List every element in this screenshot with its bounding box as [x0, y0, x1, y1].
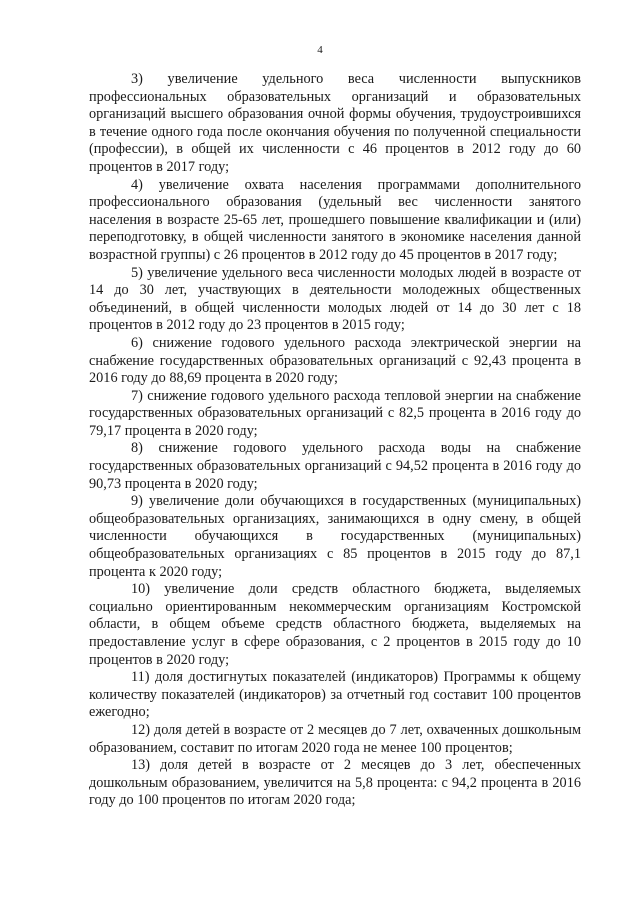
paragraph-item-11: 11) доля достигнутых показателей (индикаторов) Программы к общему количеству показателей (индикаторов) за отчетный год составит 100 процентов ежегодно;: [89, 669, 581, 721]
paragraph-item-9: 9) увеличение доли обучающихся в государственных (муниципальных) общеобразовательных организациях, занимающихся в одну смену, в общей численности обучающихся в государственных (муниципальных) общеобразовательных организациях с 85 процентов в 2015 году до 87,1 процента к 2020 году;: [89, 493, 581, 580]
paragraph-item-5: 5) увеличение удельного веса численности молодых людей в возрасте от 14 до 30 лет, участвующих в деятельности молодежных общественных объединений, в общей численности молодых людей от 14 до 30 лет с 18 процентов в 2012 году до 23 процентов в 2015 году;: [89, 264, 581, 334]
paragraph-item-8: 8) снижение годового удельного расхода воды на снабжение государственных образовательных организаций с 94,52 процента в 2016 году до 90,73 процента в 2020 году;: [89, 440, 581, 492]
paragraph-item-7: 7) снижение годового удельного расхода тепловой энергии на снабжение государственных образовательных организаций с 82,5 процента в 2016 году до 79,17 процента в 2020 году;: [89, 387, 581, 439]
document-body: [89, 71, 581, 810]
paragraph-item-6: 6) снижение годового удельного расхода электрической энергии на снабжение государственных образовательных организаций с 92,43 процента в 2016 году до 88,69 процента в 2020 году;: [89, 334, 581, 387]
paragraph-item-4: 4) увеличение охвата населения программами дополнительного профессионального образования (удельный вес численности занятого населения в возрасте 25-65 лет, прошедшего повышение квалификации и (или) переподготовку, в общей численности занятого в экономике населения данной возрастной группы) с 26 процентов в 2012 году до 45 процентов в 2017 году;: [89, 176, 581, 263]
paragraph-item-10: 10) увеличение доли средств областного бюджета, выделяемых социально ориентированным некоммерческим организациям Костромской области, в общем объеме средств областного бюджета, выделяемых на предоставление услуг в сфере образования, с 2 процентов в 2015 году до 10 процентов в 2020 году;: [89, 581, 581, 668]
paragraph-item-3: 3) увеличение удельного веса численности выпускников профессиональных образовательных организаций и образовательных организаций высшего образования очной формы обучения, трудоустроившихся в течение одного года после окончания обучения по полученной специальности (профессии), в общей их численности с 46 процентов в 2012 году до 60 процентов в 2017 году;: [89, 71, 581, 175]
page-number: 4: [317, 44, 323, 56]
paragraph-item-13: 13) доля детей в возрасте от 2 месяцев до 3 лет, обеспеченных дошкольным образованием, увеличится на 5,8 процента: с 94,2 процента в 2016 году до 100 процентов по итогам 2020 года;: [89, 757, 581, 809]
paragraph-item-12: 12) доля детей в возрасте от 2 месяцев до 7 лет, охваченных дошкольным образованием, составит по итогам 2020 года не менее 100 процентов;: [89, 721, 581, 756]
